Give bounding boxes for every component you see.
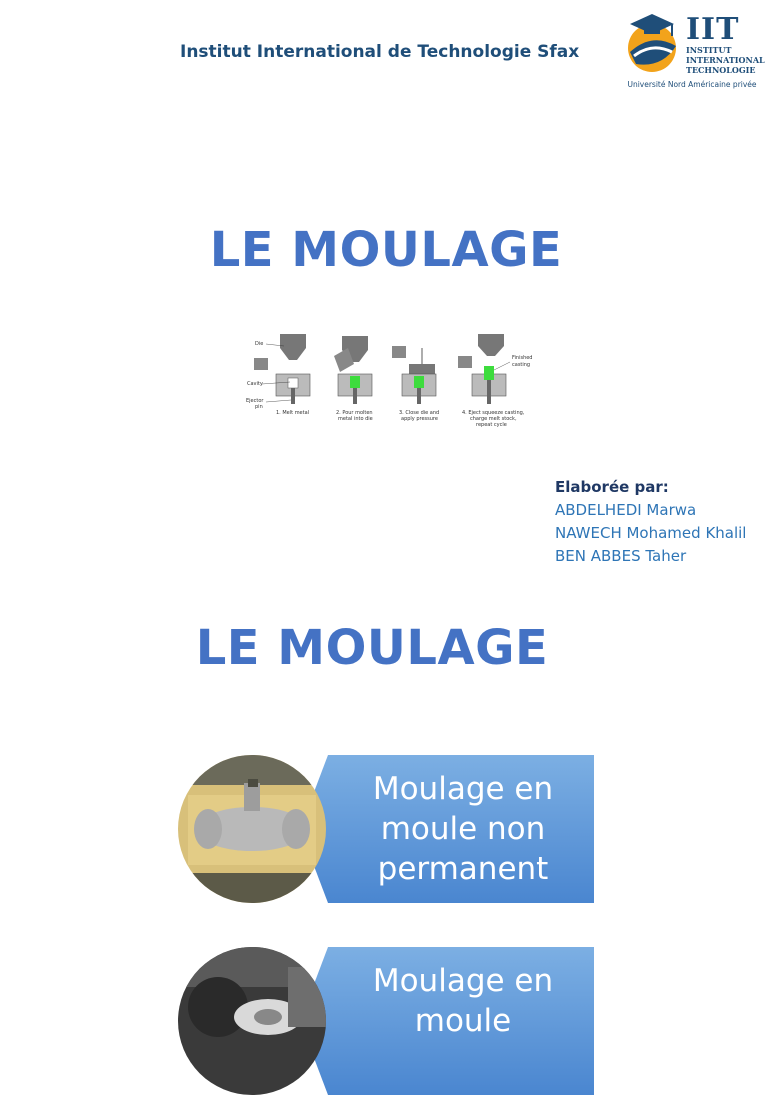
step-2-caption-1: 2. Pour molten bbox=[336, 410, 373, 416]
step-4-caption-3: repeat cycle bbox=[476, 422, 507, 428]
iit-logo bbox=[622, 12, 765, 92]
author-name: ABDELHEDI Marwa bbox=[555, 501, 697, 519]
section-title: LE MOULAGE bbox=[195, 620, 549, 676]
step-2-caption-2: metal into die bbox=[338, 416, 373, 422]
logo-line-1: INSTITUT bbox=[686, 45, 732, 55]
authors-label: Elaborée par: bbox=[555, 478, 669, 496]
label-finished: Finished bbox=[512, 355, 533, 361]
author-name: BEN ABBES Taher bbox=[555, 547, 687, 565]
step-1-illustration bbox=[246, 334, 310, 416]
logo-mark: IIT bbox=[686, 12, 740, 47]
step-4-illustration bbox=[458, 334, 532, 428]
logo-tagline: Université Nord Américaine privée bbox=[627, 80, 757, 89]
logo-line-3: TECHNOLOGIE bbox=[686, 65, 756, 75]
step-2-illustration bbox=[334, 336, 373, 422]
author-name: NAWECH Mohamed Khalil bbox=[555, 524, 747, 542]
label-ejector: Ejector bbox=[246, 398, 264, 404]
logo-line-2: INTERNATIONAL bbox=[686, 55, 765, 65]
mold-type-card bbox=[178, 947, 594, 1095]
label-casting: casting bbox=[512, 362, 531, 368]
card-text: Moulage en moule bbox=[372, 963, 554, 1039]
step-3-caption-2: apply pressure bbox=[401, 416, 438, 422]
label-pin: pin bbox=[255, 404, 263, 410]
step-1-caption: 1. Melt metal bbox=[276, 410, 310, 416]
step-3-caption-1: 3. Close die and bbox=[399, 410, 440, 416]
step-4-caption-1: 4. Eject squeeze casting, bbox=[462, 410, 525, 416]
institute-name: Institut International de Technologie Sfax bbox=[180, 42, 580, 62]
die-casting-diagram bbox=[244, 330, 534, 434]
card-text: Moulage en moule non permanent bbox=[372, 771, 554, 887]
permanent-mold-photo bbox=[178, 947, 326, 1095]
step-3-illustration bbox=[392, 346, 439, 422]
label-cavity: Cavity bbox=[247, 381, 263, 387]
graduation-cap-globe-icon bbox=[622, 12, 684, 78]
sand-mold-photo bbox=[178, 755, 326, 903]
mold-type-card bbox=[178, 755, 594, 903]
page-title: LE MOULAGE bbox=[209, 222, 563, 278]
label-die: Die bbox=[255, 341, 264, 347]
step-4-caption-2: charge melt stock, bbox=[470, 416, 517, 422]
authors-block bbox=[555, 476, 746, 568]
